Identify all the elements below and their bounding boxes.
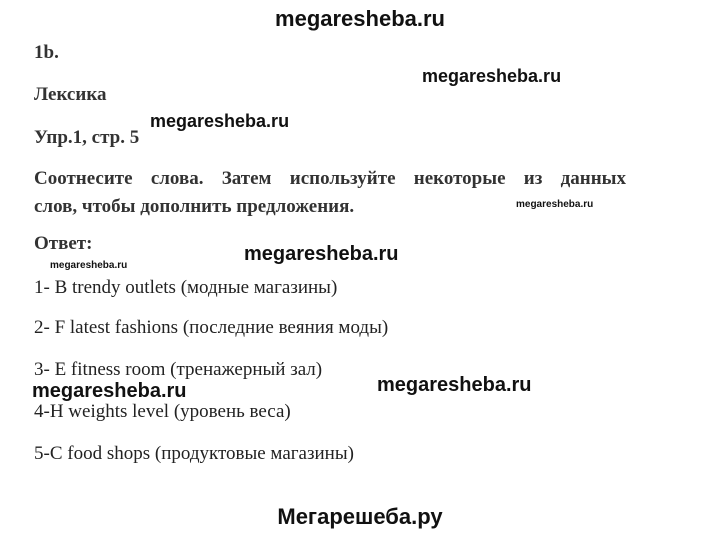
answer-item: 1- B trendy outlets (модные магазины) bbox=[34, 277, 338, 298]
watermark: megaresheba.ru bbox=[32, 380, 187, 402]
watermark-footer: Мегарешеба.ру bbox=[277, 504, 443, 529]
task-line-1: Соотнесите слова. Затем используйте некоторые из данных bbox=[34, 168, 626, 189]
watermark-header: megaresheba.ru bbox=[275, 6, 445, 31]
watermark: megaresheba.ru bbox=[422, 66, 562, 86]
answer-label: Ответ: bbox=[34, 233, 93, 254]
watermark: megaresheba.ru bbox=[244, 243, 399, 265]
watermark: megaresheba.ru bbox=[377, 374, 532, 396]
answer-item: 3- E fitness room (тренажерный зал) bbox=[34, 359, 323, 380]
exercise-reference: Упр.1, стр. 5 bbox=[34, 127, 140, 148]
answer-item: 2- F latest fashions (последние веяния моды) bbox=[34, 317, 389, 338]
watermark: megaresheba.ru bbox=[150, 111, 290, 131]
answer-item: 4-H weights level (уровень веса) bbox=[34, 401, 291, 422]
watermark: megaresheba.ru bbox=[516, 199, 594, 210]
task-instructions bbox=[34, 165, 626, 221]
section-number: 1b. bbox=[34, 42, 59, 63]
task-line-2: слов, чтобы дополнить предложения. bbox=[34, 196, 355, 217]
topic-heading: Лексика bbox=[34, 84, 107, 105]
watermark: megaresheba.ru bbox=[50, 260, 128, 271]
answer-item: 5-C food shops (продуктовые магазины) bbox=[34, 443, 354, 464]
